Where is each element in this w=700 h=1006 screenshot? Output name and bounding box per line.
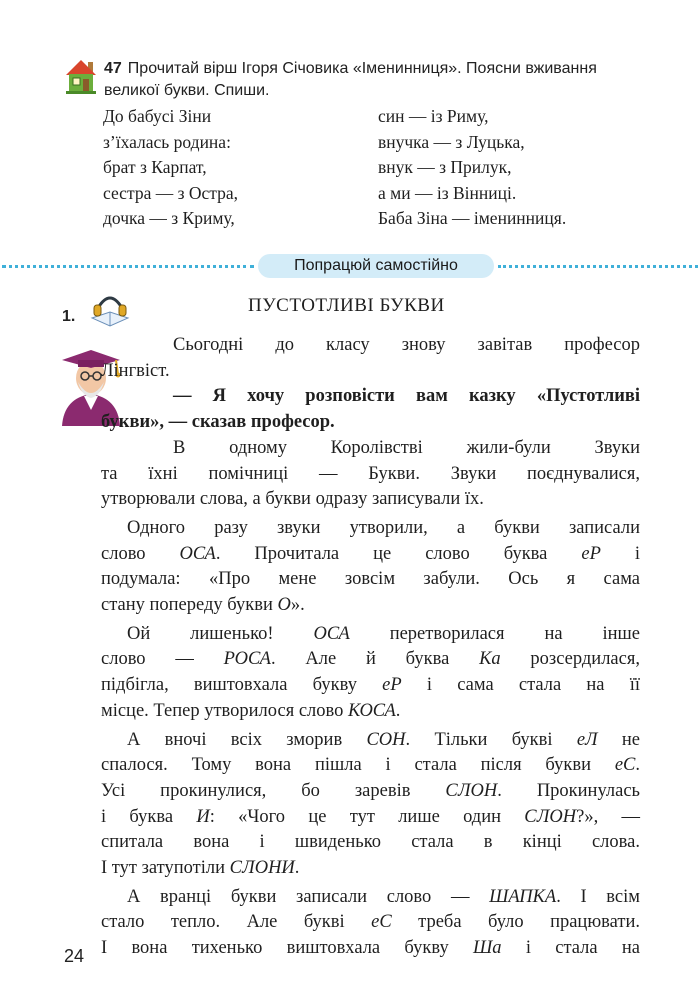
poem-line: з’їхалась родина: [103,131,231,152]
headphones-icon [88,288,132,328]
poem-line: внук — з Прилук, [378,157,512,177]
story-line: стану попереду букви О». [101,595,305,616]
exercise-instruction: Прочитай вірш Ігоря Січовика «Іменинниця». Поясни вживання великої букви. Спиши. [104,60,597,99]
section-divider [0,254,700,278]
story-line: — Я хочу розповісти вам казку «Пустотливі [173,386,640,407]
poem-right-column [378,104,678,232]
story-line: Усі прокинулися, бо заревів СЛОН. Прокинулась [101,780,640,801]
story-line: слово — РОСА. Але й буква Ка розсердилася, [101,649,640,670]
house-icon [64,58,98,94]
story-line: підбігла, виштовхала букву еР і сама стала на її [101,675,640,696]
poem-left-column [103,104,363,232]
dotted-line [2,265,254,268]
story-line: Лінгвіст. [101,360,170,381]
poem-line: До бабусі Зіни [103,106,212,126]
poem-line: син — із Риму, [378,106,489,126]
task-number: 1. [62,308,76,325]
story-line: А вранці букви записали слово — ШАПКА. І всім [127,886,640,907]
story-line: Сьогодні до класу знову завітав професор [173,335,640,355]
story-line: Ой лишенько! ОСА перетворилася на інше [127,623,640,644]
exercise-47 [104,58,644,102]
story-line: букви», — сказав професор. [101,412,335,433]
story-line: подумала: «Про мене зовсім забули. Ось я сама [101,569,640,590]
story-line: І тут затупотіли СЛОНИ. [101,858,300,879]
dotted-line [498,265,698,268]
poem-line: брат з Карпат, [103,157,207,177]
story-line: місце. Тепер утворилося слово КОСА. [101,700,401,721]
story-title: ПУСТОТЛИВІ БУКВИ [248,295,445,316]
story-line: слово ОСА. Прочитала це слово буква еР і [101,543,640,564]
story-line: В одному Королівстві жили-були Звуки [173,437,640,458]
story-text [101,333,640,962]
story-line: спитала вона і швиденько стала в кінці слова. [101,832,640,853]
story-line: і буква И: «Чого це тут лише один СЛОН?», — [101,806,640,827]
page-number: 24 [64,946,85,966]
poem-line: Баба Зіна — іменинниця. [378,208,567,228]
story-line: та їхні помічниці — Букви. Звуки поєднувалися, [101,463,640,484]
poem-line: внучка — з Луцька, [378,131,525,152]
story-line: Одного разу звуки утворили, а букви записали [127,517,640,538]
section-label: Попрацюй самостійно [258,254,494,278]
poem-line: дочка — з Криму, [103,208,235,228]
story-line: І вона тихенько виштовхала букву Ша і стала на [101,938,640,959]
story-line: стало тепло. Але букві еС треба було працювати. [101,912,640,933]
story-line: спалося. Тому вона пішла і стала після букви еС. [101,755,640,776]
exercise-number: 47 [104,60,122,77]
poem-line: сестра — з Остра, [103,182,239,203]
story-line: утворювали слова, а букви одразу записували їх. [101,489,484,510]
story-line: А вночі всіх зморив СОН. Тільки букві еЛ не [127,729,640,750]
poem-line: а ми — із Вінниці. [378,182,517,203]
